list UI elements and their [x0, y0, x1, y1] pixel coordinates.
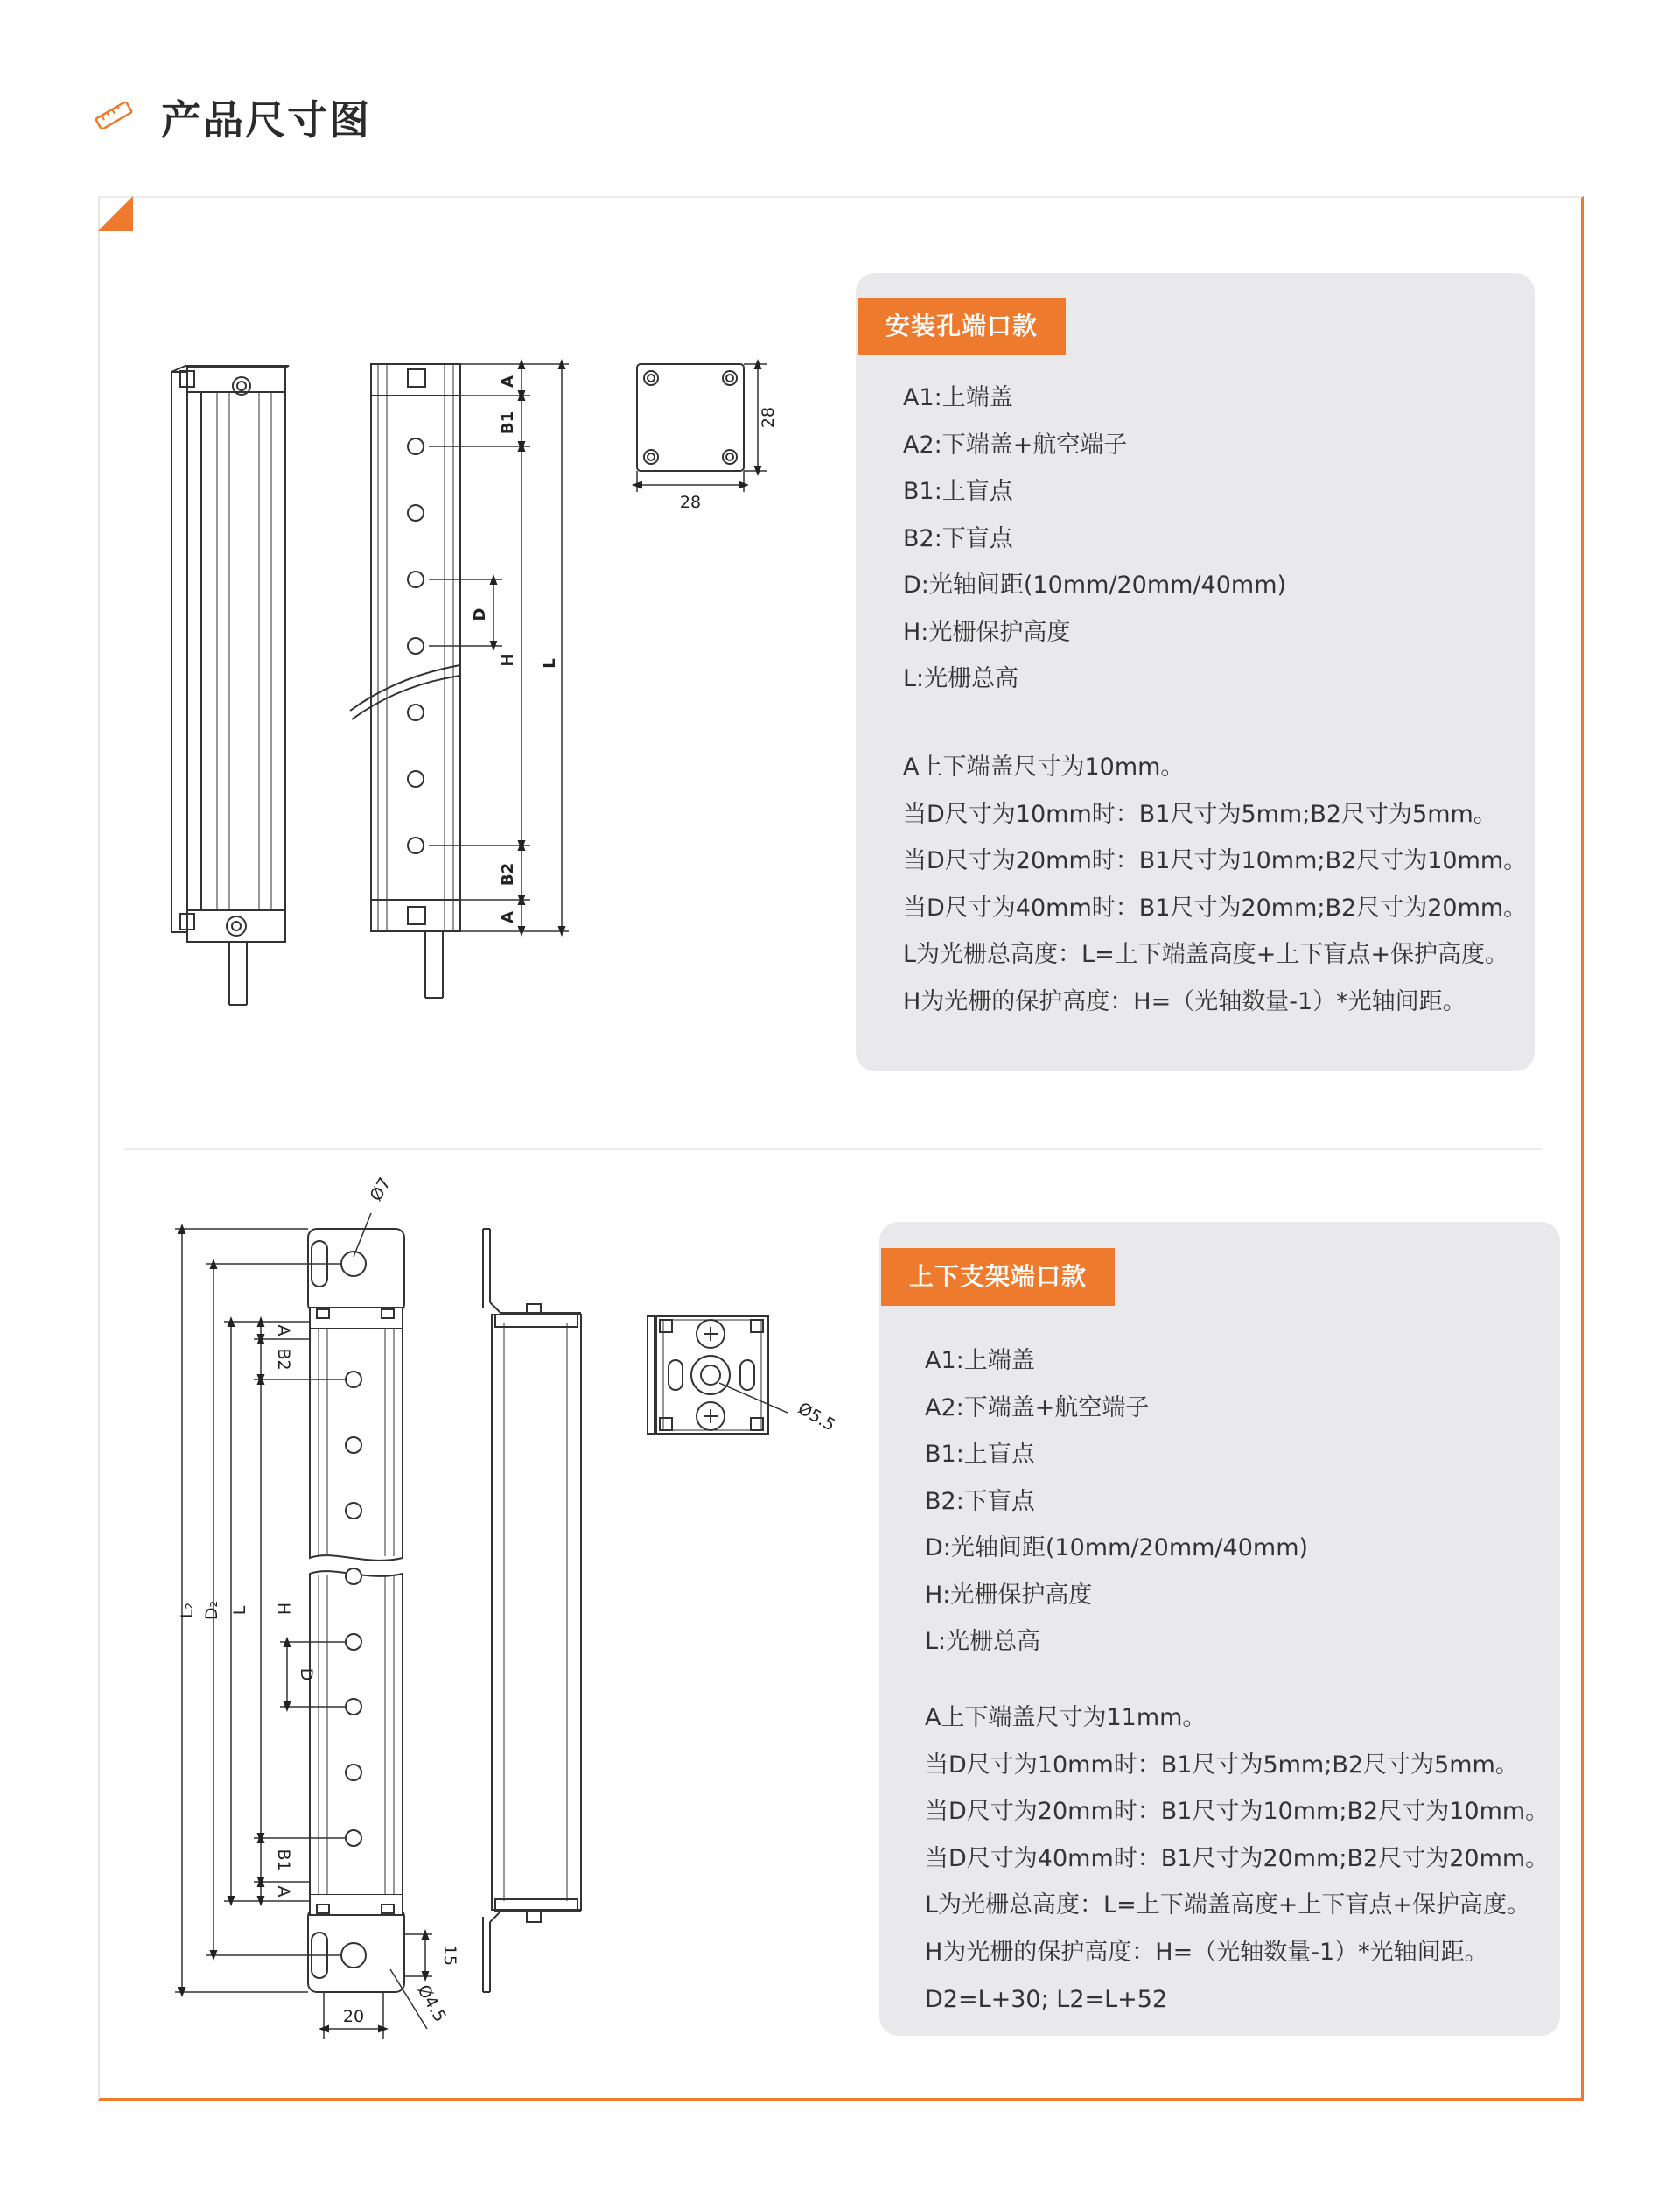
note-item: 当D尺寸为10mm时：B1尺寸为5mm;B2尺寸为5mm。 [925, 1750, 1519, 1779]
dim-label-a-top: A [274, 1324, 293, 1337]
legend-item: A2:下端盖+航空端子 [925, 1393, 1150, 1421]
legend-item: D:光轴间距(10mm/20mm/40mm) [903, 572, 1287, 599]
card-tag-bracket: 上下支架端口款 [881, 1248, 1115, 1306]
dim-label-a-top: A [499, 375, 517, 388]
dim-label-b2: B2 [274, 1348, 293, 1371]
sensor-top-view-1 [637, 364, 766, 492]
note-item: A上下端盖尺寸为11mm。 [925, 1704, 1207, 1731]
sensor-bracket-front-view-2 [308, 1229, 404, 1992]
dim-label-bracket-w: 20 [342, 2007, 365, 2026]
legend-item: H:光栅保护高度 [925, 1581, 1093, 1609]
legend-item: D:光轴间距(10mm/20mm/40mm) [925, 1534, 1309, 1561]
notes-list [925, 1694, 1549, 2023]
dim-label-width-28: 28 [679, 493, 702, 512]
dim-label-b1: B1 [274, 1849, 293, 1871]
sensor-perspective-view-1 [172, 366, 289, 1005]
dimension-labels-1 [471, 375, 559, 923]
dim-label-hole-side: Ø5.5 [794, 1398, 839, 1435]
note-item: A上下端盖尺寸为10mm。 [903, 754, 1185, 781]
note-item: L为光栅总高度：L=上下端盖高度+上下盲点+保护高度。 [925, 1891, 1530, 1919]
legend-item: L:光栅总高 [903, 665, 1019, 692]
page-title: 产品尺寸图 [161, 96, 371, 144]
dim-label-l2: L₂ [178, 1602, 197, 1619]
sensor-bracket-top-view-2 [648, 1316, 788, 1434]
dim-label-b2: B2 [499, 862, 517, 887]
dim-label-l: L [541, 658, 559, 669]
note-item: 当D尺寸为40mm时：B1尺寸为20mm;B2尺寸为20mm。 [925, 1844, 1550, 1872]
spec-card-bracket [879, 1222, 1560, 2036]
legend-list [925, 1337, 1308, 1666]
dim-label-bracket-h: 15 [440, 1944, 459, 1967]
legend-item: B2:下盲点 [925, 1487, 1035, 1515]
legend-item: B2:下盲点 [903, 524, 1013, 552]
legend-item: A1:上端盖 [925, 1347, 1035, 1374]
sensor-bracket-side-view-2 [483, 1229, 581, 1992]
dim-label-a-bottom: A [274, 1885, 293, 1898]
note-item: 当D尺寸为40mm时：B1尺寸为20mm;B2尺寸为20mm。 [903, 894, 1528, 922]
legend-item: H:光栅保护高度 [903, 618, 1071, 646]
dim-label-l: L [230, 1605, 249, 1616]
legend-item: A2:下端盖+航空端子 [903, 431, 1128, 459]
legend-item: L:光栅总高 [925, 1628, 1041, 1655]
card-tag-mounting-hole: 安装孔端口款 [858, 298, 1066, 355]
note-item: 当D尺寸为20mm时：B1尺寸为10mm;B2尺寸为10mm。 [925, 1798, 1550, 1826]
legend-item: B1:上盲点 [925, 1441, 1035, 1468]
notes-list [903, 744, 1527, 1026]
legend-list [903, 375, 1286, 703]
note-item: H为光栅的保护高度：H=（光轴数量-1）*光轴间距。 [903, 987, 1466, 1015]
dim-label-a-bottom: A [499, 911, 517, 923]
spec-card-mounting-hole [856, 273, 1535, 1071]
legend-item: B1:上盲点 [903, 478, 1013, 505]
sensor-front-view-1 [350, 364, 460, 998]
dim-label-d: D [471, 607, 489, 621]
dim-label-hole-top: Ø7 [366, 1174, 396, 1205]
dim-label-h: H [274, 1602, 293, 1616]
dim-label-depth-28: 28 [759, 406, 778, 429]
dim-label-d2: D₂ [202, 1600, 221, 1621]
dim-label-b1: B1 [499, 410, 517, 435]
note-item: 当D尺寸为20mm时：B1尺寸为10mm;B2尺寸为10mm。 [903, 847, 1528, 875]
dim-label-d: D [297, 1667, 316, 1681]
legend-item: A1:上端盖 [903, 384, 1013, 411]
note-item: D2=L+30; L2=L+52 [925, 1985, 1168, 2013]
note-item: H为光栅的保护高度：H=（光轴数量-1）*光轴间距。 [925, 1938, 1488, 1966]
dim-label-h: H [499, 653, 517, 667]
note-item: 当D尺寸为10mm时：B1尺寸为5mm;B2尺寸为5mm。 [903, 800, 1497, 828]
note-item: L为光栅总高度：L=上下端盖高度+上下盲点+保护高度。 [903, 941, 1508, 969]
dim-label-hole-bottom: Ø4.5 [413, 1981, 451, 2026]
